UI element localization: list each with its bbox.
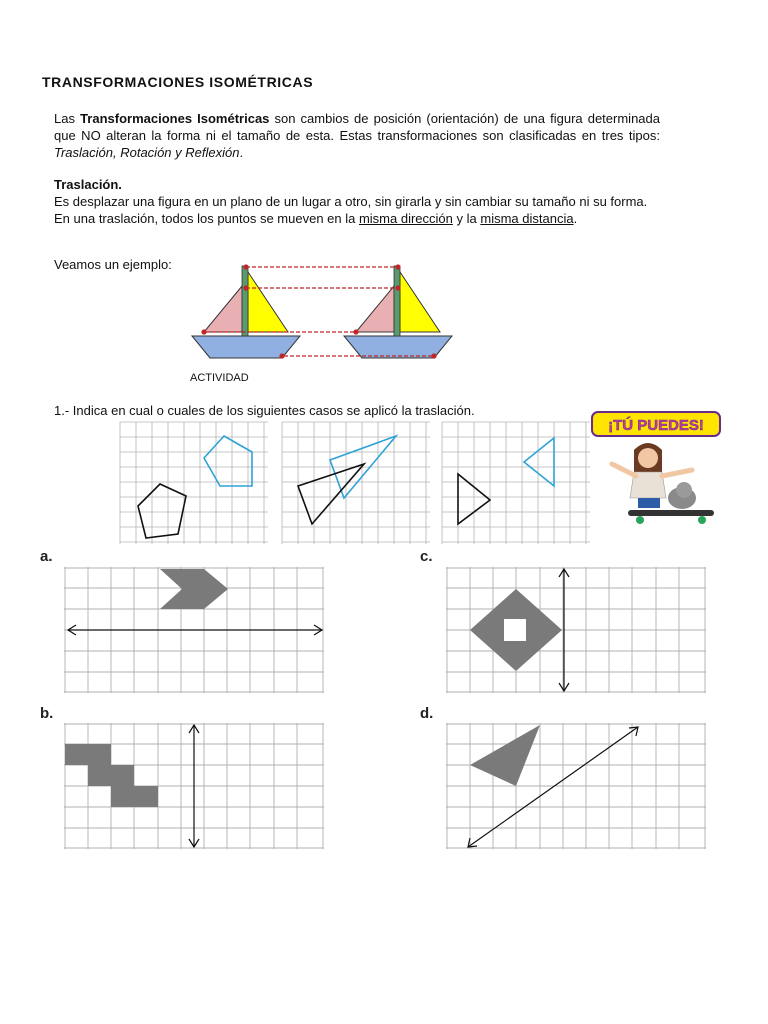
tu-puedes-illustration <box>588 406 728 530</box>
case-label-a: a. <box>40 548 53 565</box>
girl-left-arm <box>612 464 636 476</box>
traslacion-definition: Es desplazar una figura en un plano de un lugar a otro, sin girarla y sin cambiar su tamaño ni su forma. <box>54 194 648 209</box>
skateboard-wheel <box>698 516 706 524</box>
point <box>279 353 284 358</box>
intro-text-1: Las <box>54 111 81 126</box>
point <box>201 329 206 334</box>
intro-paragraph <box>54 110 660 161</box>
badge-text: ¡TÚ PUEDES! <box>608 417 704 434</box>
case-label-b: b. <box>40 705 54 722</box>
gray-staircase-shape <box>65 744 158 807</box>
activity-label: ACTIVIDAD <box>190 372 249 384</box>
boat2-mast <box>394 266 400 336</box>
case-a-grid <box>64 567 326 693</box>
intro-bold-term: Transformaciones Isométricas <box>80 111 270 126</box>
black-pentagon <box>138 484 186 538</box>
grid-panel-2 <box>282 422 430 544</box>
boat2-pink-sail <box>356 286 394 332</box>
grid-panel-3 <box>442 422 590 544</box>
traslacion-property <box>54 210 660 227</box>
sailboat-example-figure <box>190 260 460 370</box>
intro-text-2: son cambios de posición (orientación) de una figura determinada que NO alteran la forma ni el tamaño de esta. Estas transformaciones son clasificadas en tres tipos: <box>54 111 660 143</box>
grid-lines <box>446 723 706 849</box>
gray-chevron-shape <box>160 569 228 609</box>
boat1-yellow-sail <box>248 272 288 332</box>
point <box>395 264 400 269</box>
skateboard <box>628 510 714 516</box>
question-1: 1.- Indica en cual o cuales de los siguientes casos se aplicó la traslación. <box>54 403 475 418</box>
blue-triangle <box>524 438 554 486</box>
case-label-d: d. <box>420 705 434 722</box>
girl-legs <box>638 498 660 508</box>
case-label-c: c. <box>420 548 433 565</box>
case-c-grid <box>446 567 708 693</box>
traslacion-heading: Traslación. <box>54 177 122 192</box>
example-label: Veamos un ejemplo: <box>54 257 172 272</box>
diamond-hole <box>504 619 526 641</box>
gray-triangle-shape <box>470 725 540 786</box>
intro-text-3: . <box>239 145 244 160</box>
blue-pentagon <box>204 436 252 486</box>
girl-face <box>638 448 658 468</box>
raccoon-head <box>676 482 692 498</box>
grid-lines <box>442 422 590 544</box>
case-b-grid <box>64 723 326 849</box>
double-arrow-diagonal <box>468 727 638 847</box>
traslacion-section <box>54 176 660 227</box>
boat1-pink-sail <box>204 286 242 332</box>
point <box>353 329 358 334</box>
misma-direccion: misma dirección <box>358 211 453 226</box>
point <box>243 285 248 290</box>
boat1-mast <box>242 266 248 336</box>
point <box>395 285 400 290</box>
page-title: TRANSFORMACIONES ISOMÉTRICAS <box>42 74 314 90</box>
grid-panel-1 <box>120 422 268 544</box>
point <box>431 353 436 358</box>
traslacion-property-text-1: En una traslación, todos los puntos se mueven en la <box>54 211 359 226</box>
traslacion-property-text-3: . <box>573 211 578 226</box>
case-d-grid <box>446 723 708 849</box>
misma-distancia: misma distancia <box>480 211 574 226</box>
double-arrow-horizontal <box>68 625 322 635</box>
skateboard-wheel <box>636 516 644 524</box>
girl-right-arm <box>662 470 692 476</box>
point <box>243 264 248 269</box>
black-triangle <box>298 464 364 524</box>
intro-italic-types: Traslación, Rotación y Reflexión <box>54 145 240 160</box>
boat2-yellow-sail <box>400 272 440 332</box>
traslacion-property-text-2: y la <box>452 211 481 226</box>
